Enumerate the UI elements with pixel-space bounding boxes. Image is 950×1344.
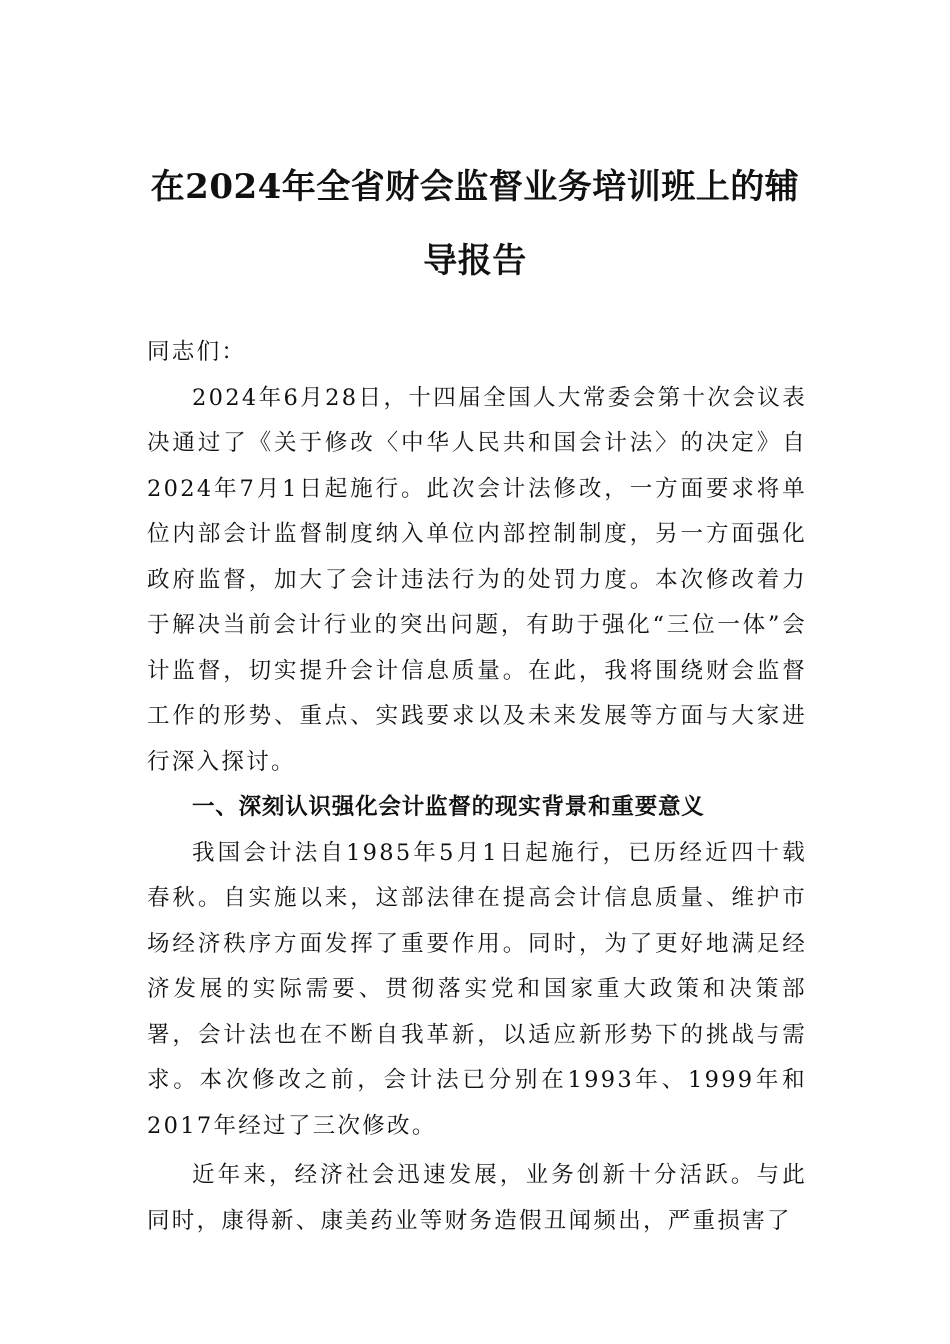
document-title: 在2024年全省财会监督业务培训班上的辅导报告: [150, 167, 800, 281]
paragraph-recent: 近年来，经济社会迅速发展，业务创新十分活跃。与此同时，康得新、康美药业等财务造假丑闻频出，严重损害了: [147, 1162, 807, 1234]
section-heading: 一、深刻认识强化会计监督的现实背景和重要意义: [192, 794, 705, 820]
document-body: [147, 330, 807, 1244]
paragraph-history: 我国会计法自1985年5月1日起施行，已历经近四十载春秋。自实施以来，这部法律在提高会计信息质量、维护市场经济秩序方面发挥了重要作用。同时，为了更好地满足经济发展的实际需要、贯彻落实党和国家重大政策和决策部署，会计法也在不断自我革新，以适应新形势下的挑战与需求。本次修改之前，会计法已分别在1993年、1999年和2017年经过了三次修改。: [147, 839, 807, 1139]
salutation: 同志们：: [147, 339, 247, 365]
paragraph-intro: 2024年6月28日，十四届全国人大常委会第十次会议表决通过了《关于修改〈中华人民共和国会计法〉的决定》自2024年7月1日起施行。此次会计法修改，一方面要求将单位内部会计监督制度纳入单位内部控制制度，另一方面强化政府监督，加大了会计违法行为的处罚力度。本次修改着力于解决当前会计行业的突出问题，有助于强化“三位一体”会计监督，切实提升会计信息质量。在此，我将围绕财会监督工作的形势、重点、实践要求以及未来发展等方面与大家进行深入探讨。: [147, 384, 807, 775]
